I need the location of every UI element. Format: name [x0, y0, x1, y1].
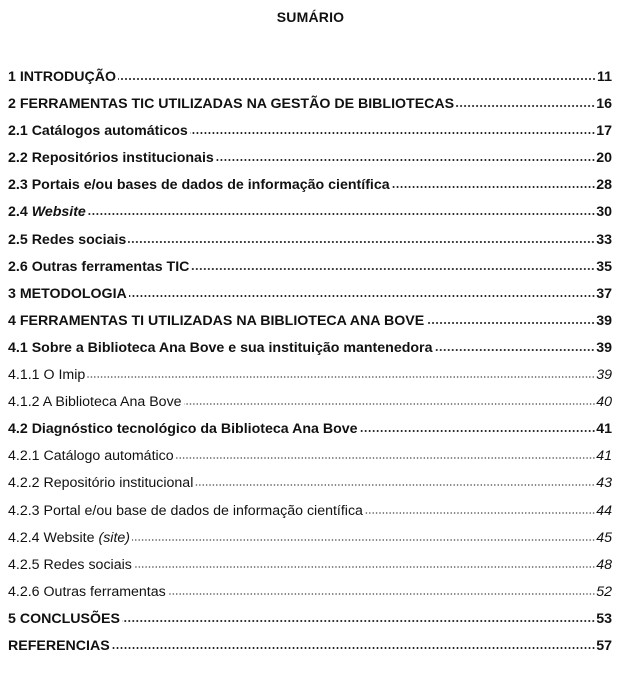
toc-entry-4-2-6-outras-ferramentas[interactable]	[8, 579, 612, 606]
toc-entry-page: 40	[596, 394, 612, 411]
toc-entry-2-6-outras-ferramentas[interactable]	[8, 254, 612, 281]
toc-entry-page: 45	[596, 529, 612, 546]
toc-entry-label: 4.2.2 Repositório institucional	[8, 475, 194, 492]
toc-entry-referencias[interactable]	[8, 633, 612, 660]
toc-entry-2-5-redes-sociais[interactable]	[8, 227, 612, 254]
toc-entry-2-2-repositorios[interactable]	[8, 145, 612, 172]
toc-entry-4-ferramentas-ti[interactable]	[8, 308, 612, 335]
dot-leader	[132, 528, 595, 542]
toc-entry-label: 4.1.1 O Imip	[8, 367, 86, 384]
toc-entry-label: 4.2 Diagnóstico tecnológico da Biblioteca Ana Bove	[8, 421, 358, 438]
toc-entry-4-1-sobre-biblioteca[interactable]	[8, 335, 612, 362]
toc-entry-label: 2.1 Catálogos automáticos	[8, 123, 188, 140]
toc-entry-4-2-1-catalogo[interactable]	[8, 443, 612, 470]
toc-entry-page: 41	[596, 421, 612, 438]
toc-entry-label: 4 FERRAMENTAS TI UTILIZADAS NA BIBLIOTECA ANA BOVE	[8, 312, 425, 329]
toc-entry-label: 4.2.1 Catálogo automático	[8, 448, 174, 465]
toc-entry-label: 2.3 Portais e/ou bases de dados de informação científica	[8, 177, 390, 194]
dot-leader	[216, 148, 595, 162]
page-title: SUMÁRIO	[276, 9, 345, 25]
dot-leader	[190, 121, 595, 135]
toc-entry-label: 4.1 Sobre a Biblioteca Ana Bove e sua instituição mantenedora	[8, 339, 433, 356]
toc-entry-label: REFERENCIAS	[8, 637, 110, 654]
dot-leader	[365, 501, 595, 515]
toc-entry-page: 20	[596, 150, 612, 167]
dot-leader	[88, 202, 595, 216]
dot-leader	[195, 473, 595, 487]
toc-entry-2-4-website[interactable]	[8, 199, 612, 226]
toc-entry-label: 2.2 Repositórios institucionais	[8, 150, 214, 167]
dot-leader	[434, 338, 595, 352]
toc-entry-4-1-1-imip[interactable]	[8, 362, 612, 389]
dot-leader	[122, 609, 595, 623]
toc-entry-page: 43	[596, 475, 612, 492]
toc-entry-page: 39	[596, 339, 612, 356]
toc-entry-page: 41	[596, 448, 612, 465]
toc-entry-label: 3 METODOLOGIA	[8, 285, 127, 302]
toc-entry-page: 53	[596, 610, 612, 627]
toc-entry-label: 2.5 Redes sociais	[8, 231, 127, 248]
toc-entry-page: 44	[596, 502, 612, 519]
dot-leader	[87, 365, 595, 379]
toc-entry-label: 4.2.4 Website (site)	[8, 529, 130, 546]
dot-leader	[129, 284, 595, 298]
dot-leader	[176, 446, 596, 460]
toc-entry-4-2-3-portal[interactable]	[8, 498, 612, 525]
toc-entry-label: 4.2.5 Redes sociais	[8, 556, 132, 573]
toc-entry-4-2-5-redes-sociais[interactable]	[8, 552, 612, 579]
toc-entry-5-conclusoes[interactable]	[8, 606, 612, 633]
dot-leader	[360, 419, 596, 433]
toc-entry-page: 28	[596, 177, 612, 194]
dot-leader	[184, 392, 596, 406]
toc-entry-2-1-catalogos[interactable]	[8, 118, 612, 145]
toc-entry-page: 39	[596, 312, 612, 329]
toc-entry-page: 57	[596, 637, 612, 654]
dot-leader	[112, 636, 596, 650]
toc-entry-page: 33	[596, 231, 612, 248]
toc-entry-4-2-diagnostico[interactable]	[8, 416, 612, 443]
toc-entry-2-ferramentas-tic[interactable]	[8, 91, 612, 118]
toc-entry-label: 5 CONCLUSÕES	[8, 610, 120, 627]
dot-leader	[191, 257, 595, 271]
toc-entry-4-2-2-repositorio[interactable]	[8, 470, 612, 497]
toc-entry-page: 52	[596, 583, 612, 600]
toc-entry-label: 4.2.3 Portal e/ou base de dados de informação científica	[8, 502, 363, 519]
toc-entry-label: 4.2.6 Outras ferramentas	[8, 583, 166, 600]
toc-entry-page: 37	[596, 285, 612, 302]
toc-entry-page: 48	[596, 556, 612, 573]
toc-entry-1-introducao[interactable]	[8, 64, 612, 91]
dot-leader	[456, 94, 595, 108]
table-of-contents	[8, 64, 612, 660]
toc-entry-3-metodologia[interactable]	[8, 281, 612, 308]
dot-leader	[128, 230, 595, 244]
toc-entry-label: 1 INTRODUÇÃO	[8, 69, 116, 85]
dot-leader	[426, 311, 595, 325]
dot-leader	[118, 67, 596, 81]
toc-entry-page: 30	[596, 204, 612, 221]
toc-entry-page: 35	[596, 258, 612, 275]
toc-entry-2-3-portais[interactable]	[8, 172, 612, 199]
toc-entry-page: 11	[597, 69, 612, 85]
toc-entry-4-2-4-website[interactable]	[8, 525, 612, 552]
toc-entry-label: 2.6 Outras ferramentas TIC	[8, 258, 190, 275]
dot-leader	[134, 555, 595, 569]
toc-entry-label: 2.4 Website	[8, 204, 86, 221]
toc-entry-4-1-2-biblioteca-ana-bove[interactable]	[8, 389, 612, 416]
toc-entry-page: 39	[596, 367, 612, 384]
toc-entry-page: 17	[596, 123, 612, 140]
toc-entry-label: 2 FERRAMENTAS TIC UTILIZADAS NA GESTÃO DE BIBLIOTECAS	[8, 96, 455, 113]
dot-leader	[392, 175, 596, 189]
toc-entry-page: 16	[596, 96, 612, 113]
toc-entry-label: 4.1.2 A Biblioteca Ana Bove	[8, 394, 182, 411]
dot-leader	[168, 582, 595, 596]
